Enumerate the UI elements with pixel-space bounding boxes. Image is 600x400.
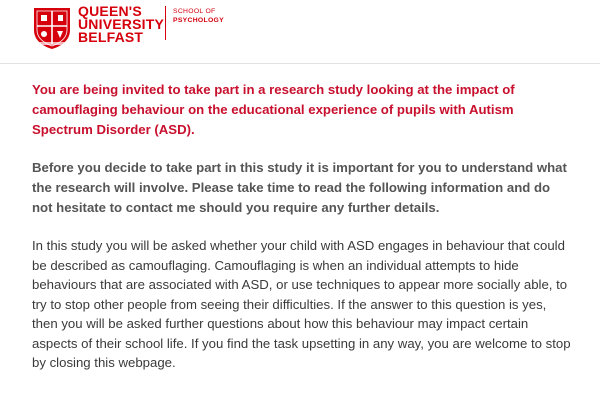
- school-name: PSYCHOLOGY: [173, 17, 224, 24]
- site-header: [0, 0, 600, 60]
- intro-paragraph: You are being invited to take part in a research study looking at the impact of camouflaging behaviour on the educational experience of pupils with Autism Spectrum Disorder (ASD).: [32, 82, 515, 137]
- university-wordmark[interactable]: [78, 5, 164, 44]
- school-label: [173, 7, 224, 25]
- before-paragraph: Before you decide to take part in this study it is important for you to understand what the research will involve. Please take time to read the following information and do not hesitate to contact me should you require any further details.: [32, 160, 567, 215]
- header-separator: [0, 63, 600, 64]
- header-divider: [165, 6, 166, 40]
- school-label-prefix: SCHOOL OF: [173, 8, 216, 15]
- university-crest-icon: [32, 6, 72, 50]
- study-paragraph: In this study you will be asked whether your child with ASD engages in behaviour that could be described as camouflaging. Camouflaging is when an individual attempts to hide behaviours that are associated with ASD, or use techniques to appear more socially able, to try to stop other people from seeing their difficulties. If the answer to this question is yes, then you will be asked further questions about how this behaviour may impact certain aspects of their school life. If you find the task upsetting in any way, you are welcome to stop by closing this webpage.: [32, 238, 571, 370]
- info-content: [32, 80, 572, 391]
- wordmark-line-2: UNIVERSITY: [78, 16, 165, 32]
- wordmark-line-1: QUEEN'S: [78, 3, 142, 19]
- wordmark-line-3: BELFAST: [78, 29, 144, 45]
